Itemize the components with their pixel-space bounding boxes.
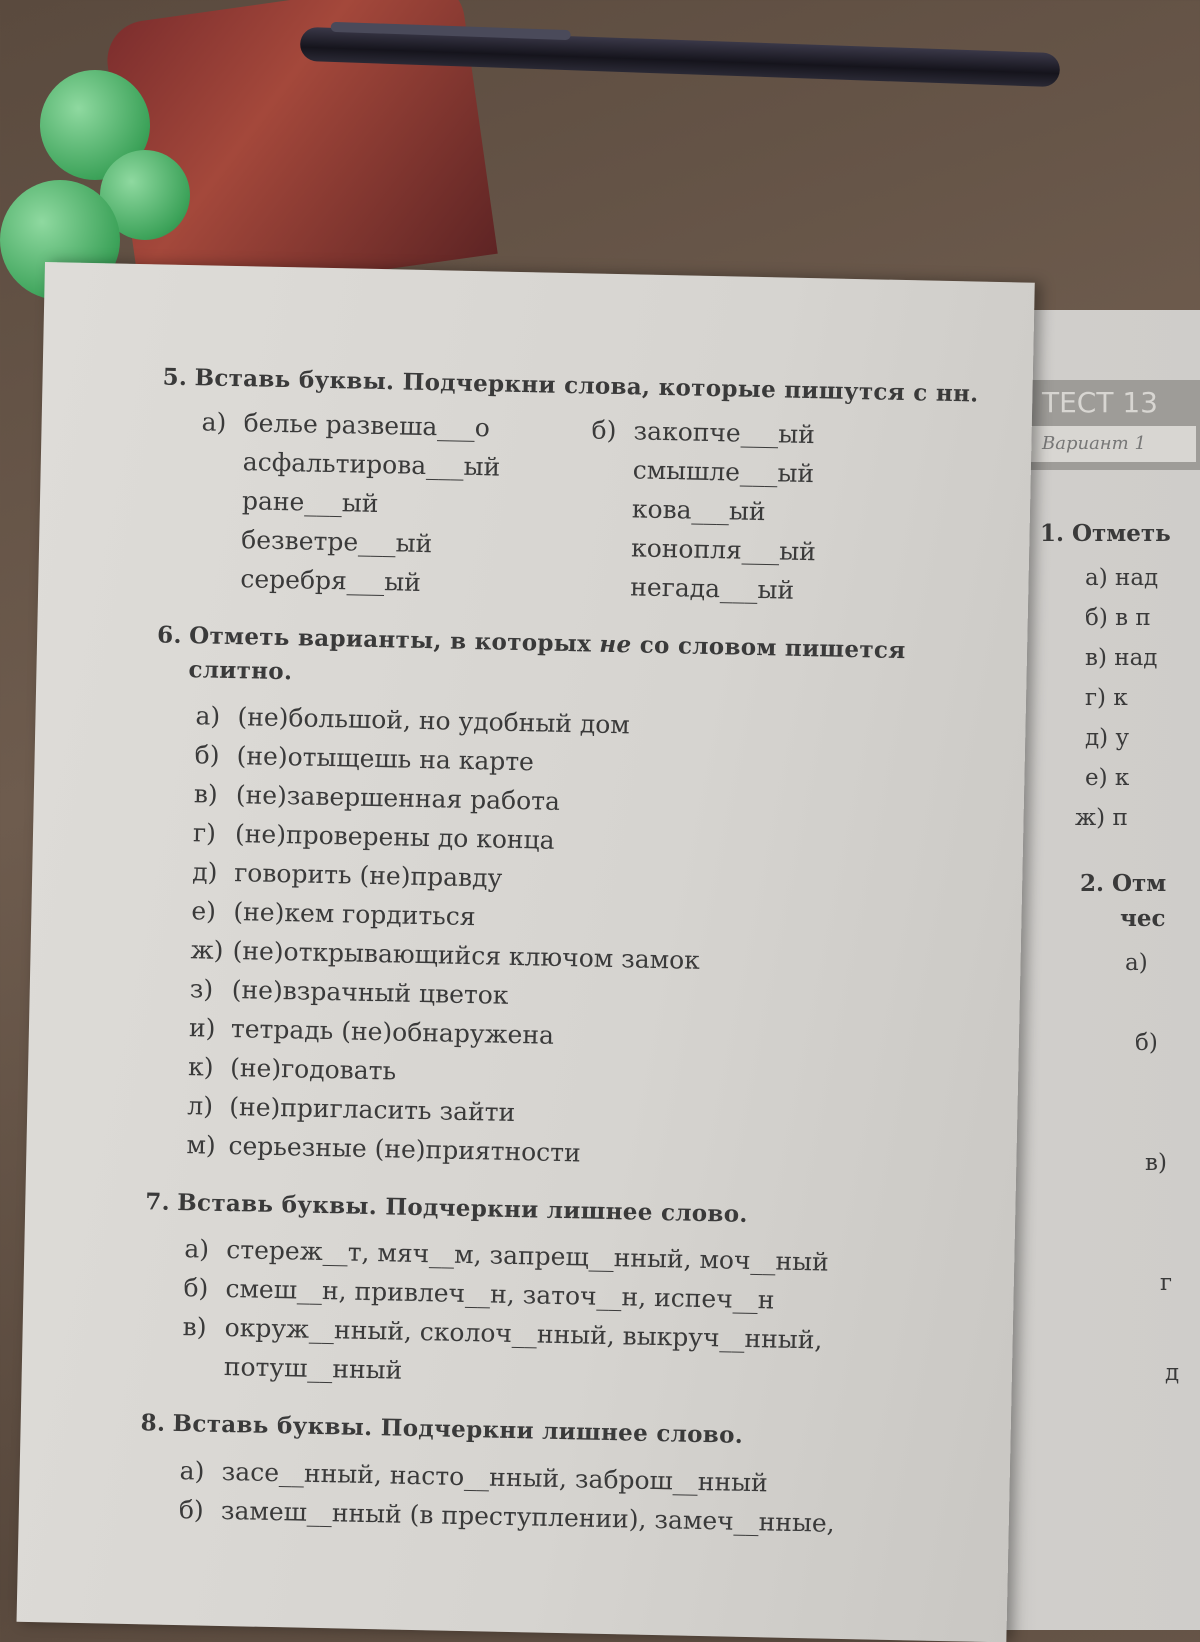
worksheet-page	[17, 262, 1035, 1642]
right-q2-item: а)	[1125, 950, 1148, 976]
task-6-heading	[156, 619, 977, 703]
task-5-text: Вставь буквы. Подчеркни слова, которые пишутся с нн.	[194, 364, 979, 408]
option-text: стереж__т, мяч__м, запрещ__нный, моч__ный	[226, 1235, 830, 1278]
option-text: (не)большой, но удобный дом	[237, 702, 631, 740]
option-text-continued: потуш__нный	[223, 1352, 403, 1386]
task-7-text: Вставь буквы. Подчеркни лишнее слово.	[177, 1189, 748, 1228]
right-q1-item: г) к	[1085, 685, 1128, 711]
right-q1-item: а) над	[1085, 565, 1159, 591]
option-text: (не)пригласить зайти	[229, 1092, 516, 1128]
task-6-text: Отметь варианты, в которых	[188, 622, 600, 659]
task-5-column-b	[588, 411, 982, 614]
task-5	[158, 360, 983, 613]
option-label: д)	[191, 857, 218, 887]
option-label: л)	[187, 1091, 214, 1121]
option-label: в)	[193, 779, 219, 809]
task-6-text-line2: слитно.	[188, 655, 293, 685]
word-item: серебря___ый	[240, 564, 422, 598]
word-item: кова___ый	[631, 494, 766, 527]
right-q2-item: б)	[1135, 1030, 1158, 1056]
task-8-options	[178, 1451, 959, 1545]
right-q1: 1. Отметь	[1040, 520, 1171, 547]
option-label: а)	[201, 407, 227, 438]
option-label: б)	[194, 740, 220, 770]
option-text: тетрадь (не)обнаружена	[230, 1014, 555, 1050]
word-item: асфальтирова___ый	[242, 447, 501, 482]
right-q1-item: е) к	[1085, 765, 1130, 791]
option-label: и)	[188, 1013, 216, 1043]
worksheet-content	[139, 360, 983, 1545]
option-label: к)	[187, 1052, 214, 1082]
option-text: засе__нный, насто__нный, заброш__нный	[221, 1456, 769, 1498]
variant-label: Вариант 1	[1026, 426, 1196, 462]
option-text: (не)открывающийся ключом замок	[232, 936, 701, 975]
option-text: (не)завершенная работа	[235, 780, 561, 816]
option-label: г)	[192, 818, 217, 848]
right-q2-item: г	[1160, 1270, 1173, 1296]
task-number: 6.	[156, 621, 183, 650]
option-label: б)	[591, 415, 617, 446]
option-label: е)	[191, 896, 217, 926]
task-8-heading	[140, 1407, 961, 1458]
right-q1-item: б) в п	[1085, 605, 1151, 631]
option-text: (не)годовать	[229, 1053, 397, 1086]
task-8	[139, 1407, 961, 1545]
option-label: а)	[195, 701, 221, 731]
option-text: (не)кем гордиться	[233, 897, 476, 932]
task-6	[146, 619, 977, 1181]
task-7-options	[182, 1230, 965, 1402]
right-q2-item: д	[1165, 1360, 1180, 1386]
task-6-options	[186, 696, 976, 1180]
word-item: закопче___ый	[633, 416, 816, 450]
option-text: (не)проверены до конца	[234, 819, 555, 855]
word-item: белье развеша___о	[243, 408, 491, 443]
option-label: а)	[184, 1234, 210, 1265]
task-number: 8.	[140, 1409, 166, 1438]
task-number: 5.	[162, 363, 188, 392]
test-header	[1022, 380, 1200, 470]
option-text: смеш__н, привлеч__н, заточ__н, испеч__н	[225, 1274, 775, 1315]
right-q2-line2: чес	[1120, 905, 1166, 932]
option-label: б)	[178, 1494, 205, 1525]
option-text: окруж__нный, сколоч__нный, выкруч__нный,	[224, 1313, 823, 1355]
option-label: в)	[182, 1312, 207, 1342]
option-label: ж)	[190, 935, 224, 965]
task-7	[142, 1185, 966, 1401]
word-item: безветре___ый	[240, 525, 433, 559]
right-q2: 2. Отм	[1080, 870, 1167, 897]
option-text: говорить (не)правду	[233, 858, 503, 893]
right-q1-item: д) у	[1085, 725, 1129, 751]
option-label: а)	[179, 1455, 205, 1486]
test-title: ТЕСТ 13	[1042, 386, 1158, 419]
option-label: м)	[186, 1130, 217, 1160]
option-label: з)	[189, 974, 214, 1004]
word-item: конопля___ый	[630, 533, 817, 567]
task-number: 7.	[145, 1188, 171, 1216]
word-item: ране___ый	[241, 486, 379, 519]
task-5-columns	[198, 403, 982, 614]
option-text: (не)отыщешь на карте	[236, 741, 535, 777]
word-item: смышле___ый	[632, 455, 815, 489]
task-8-text: Вставь буквы. Подчеркни лишнее слово.	[172, 1410, 744, 1450]
task-6-emphasis: не	[599, 631, 632, 659]
task-5-column-a	[198, 403, 592, 606]
task-7-heading	[145, 1185, 966, 1236]
task-6-text-end: со словом пишется	[631, 631, 906, 665]
right-q1-item: в) над	[1085, 645, 1158, 671]
option-text: (не)взрачный цветок	[231, 975, 509, 1010]
right-q1-item: ж) п	[1075, 805, 1128, 831]
word-item: негада___ый	[630, 572, 795, 606]
option-text: замеш__нный (в преступлении), замеч__нные,	[220, 1495, 835, 1538]
option-text: серьезные (не)приятности	[228, 1131, 582, 1168]
option-label: б)	[183, 1273, 209, 1304]
right-q2-item: в)	[1145, 1150, 1167, 1176]
